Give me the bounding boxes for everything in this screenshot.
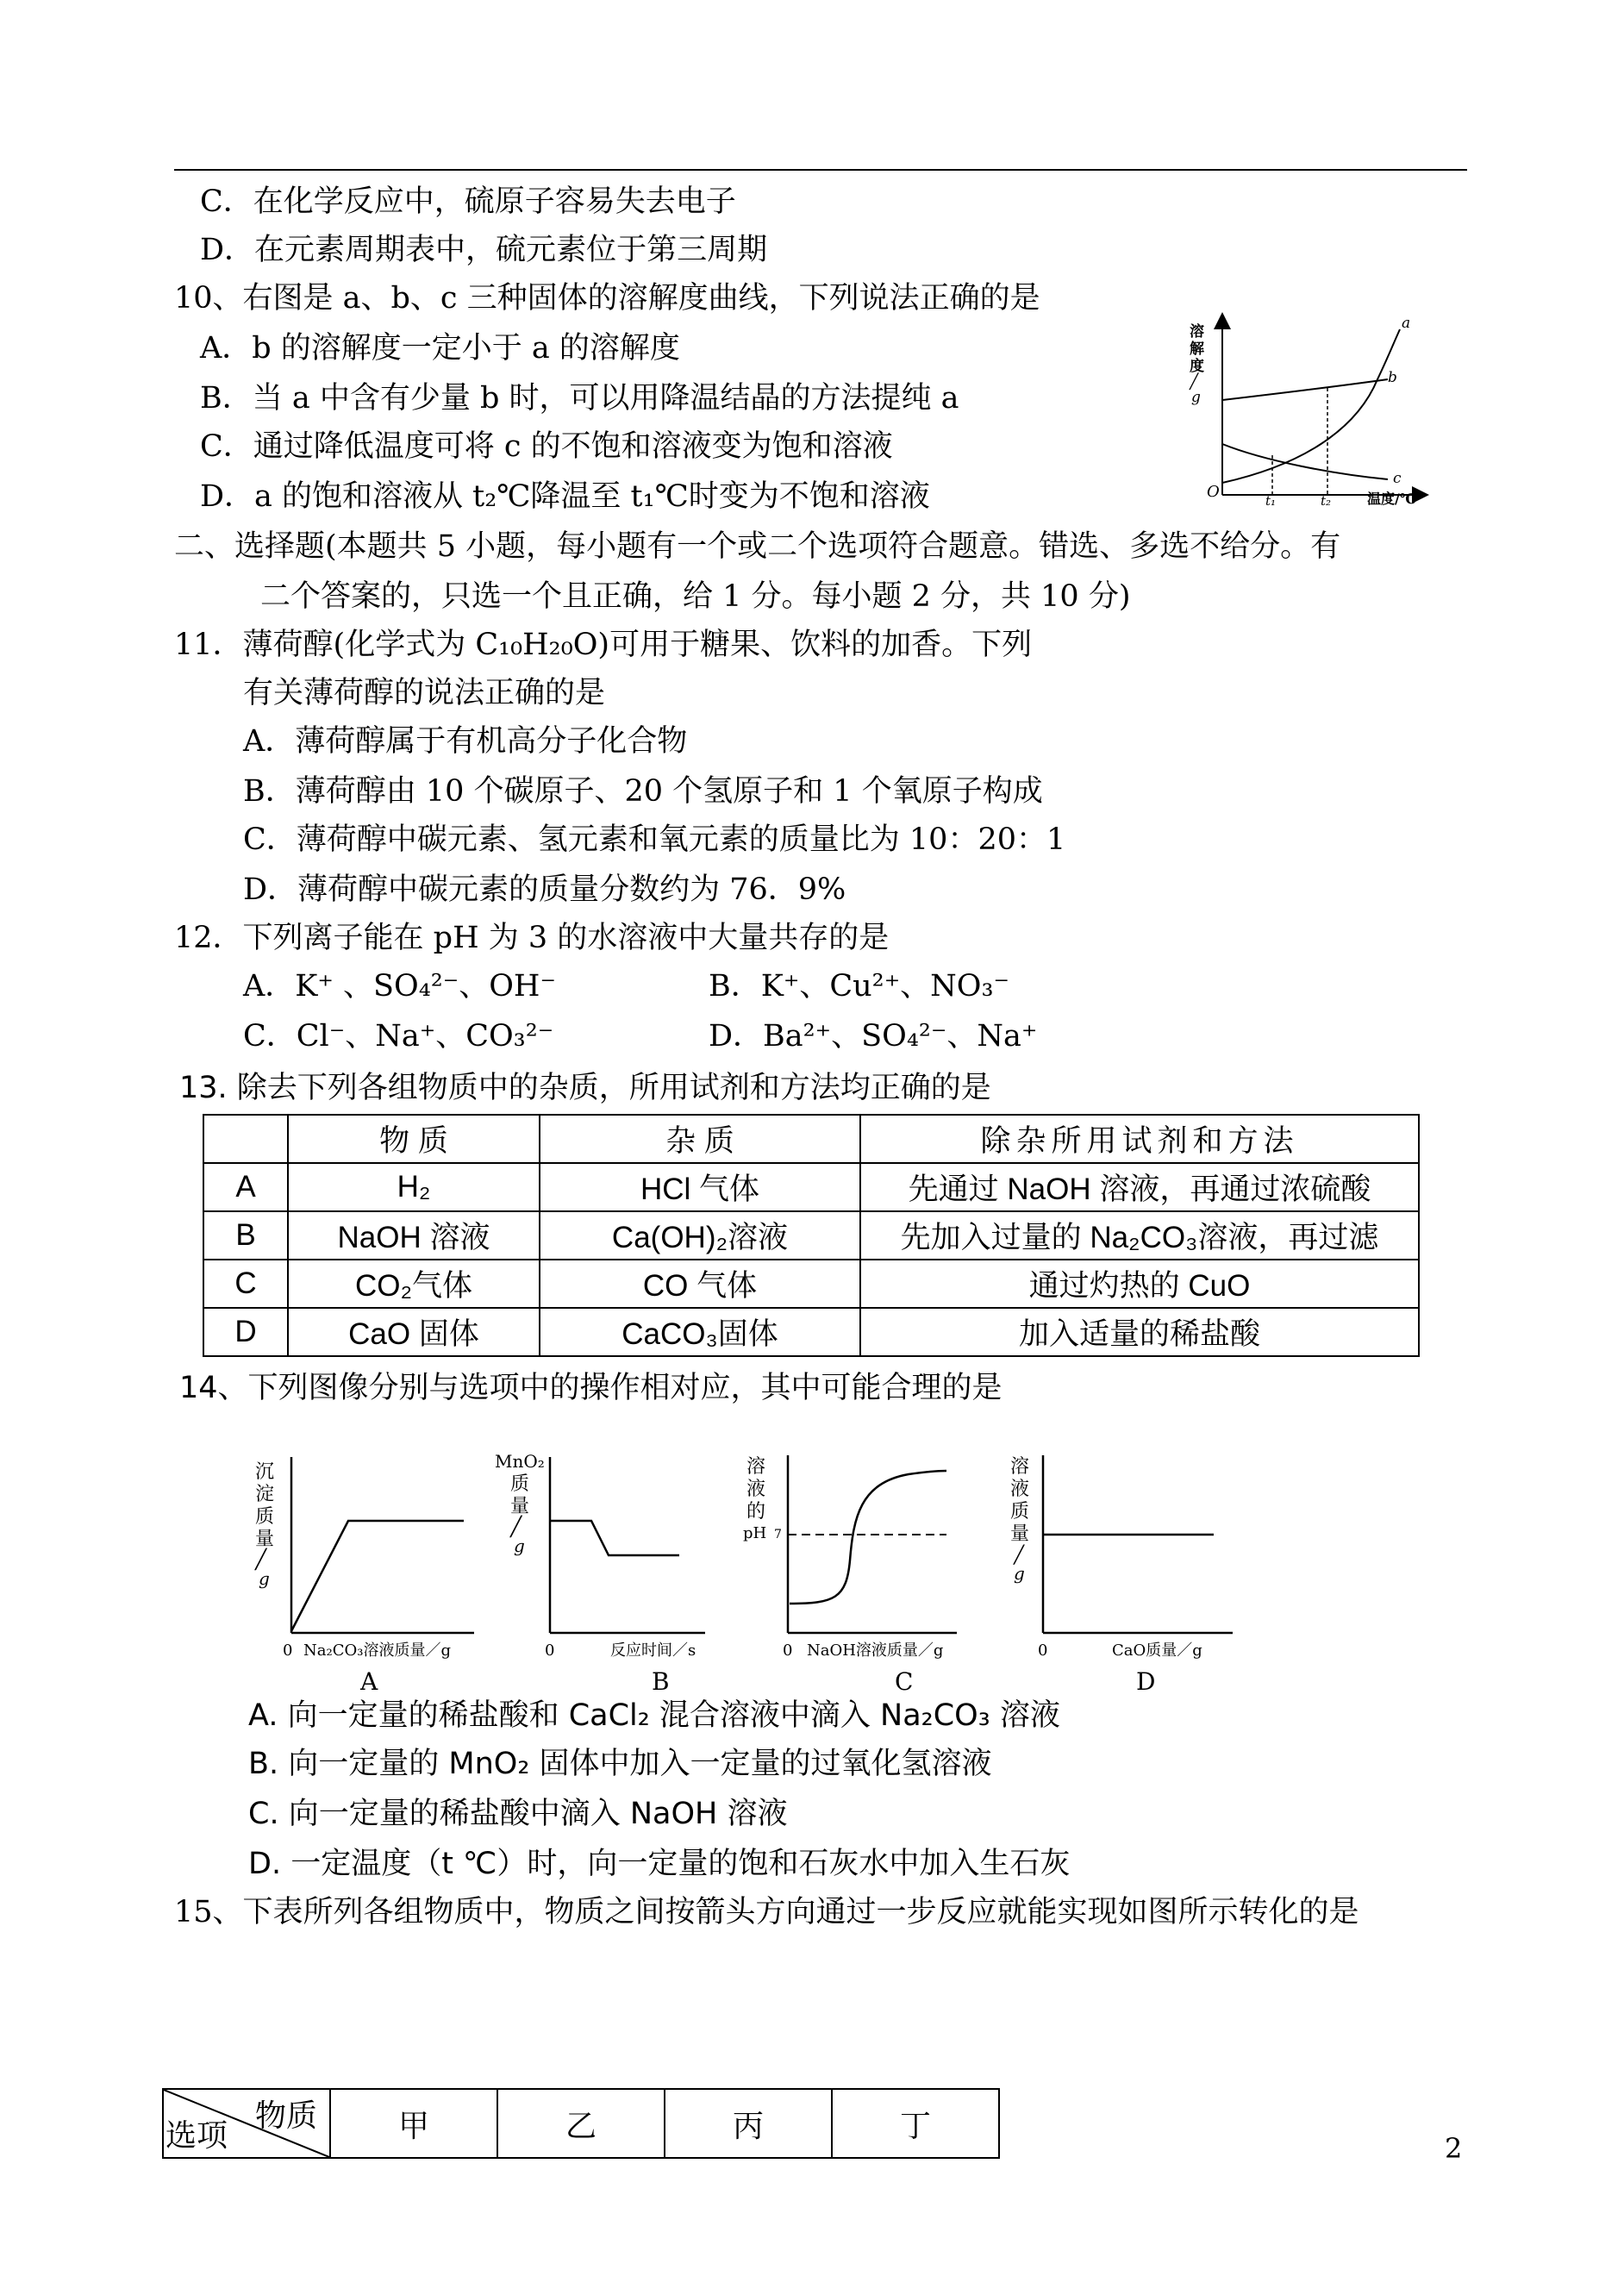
curve-b bbox=[1222, 379, 1388, 400]
table-cell: B bbox=[203, 1211, 288, 1260]
q10-option-c: C．通过降低温度可将 c 的不饱和溶液变为饱和溶液 bbox=[200, 429, 893, 464]
sol-ylabel-1: 溶 bbox=[1190, 323, 1204, 341]
sol-xlabel: 温度/℃ bbox=[1367, 491, 1417, 507]
ylabel-5: ╱ bbox=[1014, 1544, 1025, 1565]
ylabel-3: 质 bbox=[1010, 1501, 1030, 1523]
origin: 0 bbox=[545, 1642, 555, 1660]
ylabel-5: g bbox=[514, 1535, 525, 1556]
ylabel-1: 溶 bbox=[746, 1456, 766, 1478]
sol-origin: O bbox=[1207, 483, 1220, 501]
q12-option-c: C．Cl⁻、Na⁺、CO₃²⁻ bbox=[243, 1019, 554, 1054]
table-row bbox=[203, 1163, 1419, 1211]
header-cell: 除杂所用试剂和方法 bbox=[860, 1115, 1419, 1163]
origin: 0 bbox=[1038, 1642, 1048, 1660]
q11-option-d: D．薄荷醇中碳元素的质量分数约为 76．9% bbox=[243, 872, 846, 907]
ylabel-2: 液 bbox=[746, 1479, 766, 1500]
ylabel-1: MnO₂ bbox=[495, 1451, 545, 1472]
q9-option-c: C．在化学反应中，硫原子容易失去电子 bbox=[200, 184, 736, 219]
sol-ylabel-3: 度 bbox=[1190, 358, 1204, 375]
q14-stem: 14、下列图像分别与选项中的操作相对应，其中可能合理的是 bbox=[179, 1371, 1003, 1405]
table-cell: 先加入过量的 Na₂CO₃溶液，再过滤 bbox=[860, 1211, 1419, 1260]
header-cell: 物 质 bbox=[288, 1115, 540, 1163]
q12-stem: 12．下列离子能在 pH 为 3 的水溶液中大量共存的是 bbox=[174, 921, 890, 955]
q14-option-b: B. 向一定量的 MnO₂ 固体中加入一定量的过氧化氢溶液 bbox=[248, 1747, 992, 1781]
table-cell: 先通过 NaOH 溶液，再通过浓硫酸 bbox=[860, 1163, 1419, 1211]
caption: C bbox=[895, 1667, 914, 1696]
table-cell: D bbox=[203, 1308, 288, 1356]
origin: 0 bbox=[783, 1642, 793, 1660]
q12-option-b: B．K⁺、Cu²⁺、NO₃⁻ bbox=[709, 969, 1009, 1004]
ylabel-2: 质 bbox=[510, 1473, 530, 1495]
q11-option-a: A．薄荷醇属于有机高分子化合物 bbox=[243, 724, 688, 759]
data-line bbox=[291, 1521, 464, 1631]
section-2-title-cont: 二个答案的，只选一个且正确，给 1 分。每小题 2 分，共 10 分) bbox=[260, 579, 1131, 614]
q15-table bbox=[162, 2088, 1000, 2159]
sol-tick-t1: t₁ bbox=[1265, 493, 1277, 509]
header-cell: 杂 质 bbox=[540, 1115, 860, 1163]
q12-option-a: A．K⁺ 、SO₄²⁻、OH⁻ bbox=[243, 969, 556, 1004]
ylabel-6: g bbox=[1014, 1563, 1025, 1584]
curve-a-label: a bbox=[1402, 315, 1411, 332]
data-line bbox=[550, 1521, 679, 1555]
curve-c bbox=[1222, 444, 1388, 479]
ylabel-2: 液 bbox=[1010, 1479, 1030, 1500]
q11-stem: 11．薄荷醇(化学式为 C₁₀H₂₀O)可用于糖果、饮料的加香。下列 bbox=[174, 628, 1033, 662]
ylabel-4: ╱ bbox=[510, 1516, 522, 1538]
ylabel-4: 量 bbox=[1010, 1523, 1030, 1545]
caption: D bbox=[1136, 1667, 1156, 1696]
q10-option-b: B．当 a 中含有少量 b 时，可以用降温结晶的方法提纯 a bbox=[200, 381, 959, 416]
ylabel-3: 质 bbox=[255, 1506, 275, 1528]
q10-stem: 10、右图是 a、b、c 三种固体的溶解度曲线，下列说法正确的是 bbox=[174, 281, 1040, 316]
q11-option-b: B．薄荷醇由 10 个碳原子、20 个氢原子和 1 个氧原子构成 bbox=[243, 774, 1043, 809]
table-row bbox=[203, 1260, 1419, 1308]
graph-a bbox=[248, 1448, 481, 1698]
section-2-title: 二、选择题(本题共 5 小题，每小题有一个或二个选项符合题意。错选、多选不给分。有 bbox=[174, 529, 1341, 564]
curve-a bbox=[1222, 329, 1400, 483]
ylabel-3: 的 bbox=[746, 1501, 766, 1523]
diagonal-header-cell bbox=[163, 2089, 330, 2158]
q10-option-d: D．a 的饱和溶液从 t₂℃降温至 t₁℃时变为不饱和溶液 bbox=[200, 479, 930, 514]
ylabel-4: 量 bbox=[255, 1529, 275, 1550]
xlabel: 反应时间／s bbox=[610, 1642, 696, 1660]
q11-option-c: C．薄荷醇中碳元素、氢元素和氧元素的质量比为 10：20：1 bbox=[243, 822, 1066, 857]
graph-c bbox=[731, 1448, 964, 1698]
data-line bbox=[790, 1471, 946, 1604]
table-row bbox=[203, 1308, 1419, 1356]
ylabel-6: g bbox=[259, 1568, 270, 1589]
q12-option-d: D．Ba²⁺、SO₄²⁻、Na⁺ bbox=[709, 1019, 1038, 1054]
q14-option-c: C. 向一定量的稀盐酸中滴入 NaOH 溶液 bbox=[248, 1797, 788, 1831]
q9-option-d: D．在元素周期表中，硫元素位于第三周期 bbox=[200, 233, 768, 267]
table-cell: CaCO₃固体 bbox=[540, 1308, 860, 1356]
sol-ylabel-5: g bbox=[1191, 389, 1201, 406]
table-cell: A bbox=[203, 1163, 288, 1211]
ylabel-5: ╱ bbox=[255, 1549, 267, 1571]
ylabel-1: 溶 bbox=[1010, 1456, 1030, 1478]
graph-b bbox=[490, 1448, 714, 1698]
xlabel: CaO质量／g bbox=[1112, 1642, 1202, 1660]
table-cell: CO₂气体 bbox=[288, 1260, 540, 1308]
diag-top-label: 物质 bbox=[254, 2098, 317, 2134]
header-cell: 丁 bbox=[832, 2089, 999, 2158]
q11-stem-cont: 有关薄荷醇的说法正确的是 bbox=[243, 676, 606, 710]
sol-tick-t2: t₂ bbox=[1321, 493, 1332, 509]
header-cell bbox=[203, 1115, 288, 1163]
sol-ylabel-2: 解 bbox=[1190, 341, 1204, 358]
table-cell: NaOH 溶液 bbox=[288, 1211, 540, 1260]
sol-ylabel-4: ╱ bbox=[1190, 373, 1199, 391]
xlabel: NaOH溶液质量／g bbox=[807, 1642, 944, 1660]
ylabel-1: 沉 bbox=[255, 1461, 275, 1483]
table-row bbox=[203, 1211, 1419, 1260]
page-number: 2 bbox=[1445, 2132, 1463, 2165]
q14-option-d: D. 一定温度（t ℃）时，向一定量的饱和石灰水中加入生石灰 bbox=[248, 1847, 1071, 1881]
origin: 0 bbox=[283, 1642, 293, 1660]
q10-option-a: A．b 的溶解度一定小于 a 的溶解度 bbox=[200, 331, 680, 366]
ylabel-2: 淀 bbox=[255, 1484, 275, 1505]
table-cell: C bbox=[203, 1260, 288, 1308]
table-cell: H₂ bbox=[288, 1163, 540, 1211]
q13-stem: 13. 除去下列各组物质中的杂质，所用试剂和方法均正确的是 bbox=[179, 1071, 991, 1105]
ylabel-4: pH bbox=[743, 1524, 767, 1542]
table-cell: CO 气体 bbox=[540, 1260, 860, 1308]
table-cell: Ca(OH)₂溶液 bbox=[540, 1211, 860, 1260]
table-cell: HCl 气体 bbox=[540, 1163, 860, 1211]
caption: A bbox=[360, 1667, 378, 1696]
table-header-row bbox=[203, 1115, 1419, 1163]
q13-table bbox=[203, 1114, 1420, 1357]
header-cell: 乙 bbox=[497, 2089, 665, 2158]
curve-c-label: c bbox=[1393, 470, 1402, 487]
table-cell: 通过灼热的 CuO bbox=[860, 1260, 1419, 1308]
table-cell: 加入适量的稀盐酸 bbox=[860, 1308, 1419, 1356]
header-cell: 丙 bbox=[665, 2089, 832, 2158]
tick-7: 7 bbox=[774, 1528, 782, 1541]
curve-b-label: b bbox=[1388, 369, 1397, 386]
solubility-graph bbox=[1188, 310, 1446, 517]
caption: B bbox=[652, 1667, 670, 1696]
q15-stem: 15、下表所列各组物质中，物质之间按箭头方向通过一步反应就能实现如图所示转化的是 bbox=[174, 1895, 1359, 1929]
xlabel: Na₂CO₃溶液质量／g bbox=[303, 1642, 451, 1660]
ylabel-3: 量 bbox=[510, 1496, 530, 1517]
header-cell: 甲 bbox=[330, 2089, 497, 2158]
table-header-row bbox=[163, 2089, 999, 2158]
q14-option-a: A. 向一定量的稀盐酸和 CaCl₂ 混合溶液中滴入 Na₂CO₃ 溶液 bbox=[248, 1698, 1060, 1733]
diag-bottom-label: 选项 bbox=[166, 2118, 228, 2154]
table-cell: CaO 固体 bbox=[288, 1308, 540, 1356]
graph-d bbox=[990, 1448, 1248, 1698]
header-rule bbox=[174, 169, 1467, 171]
